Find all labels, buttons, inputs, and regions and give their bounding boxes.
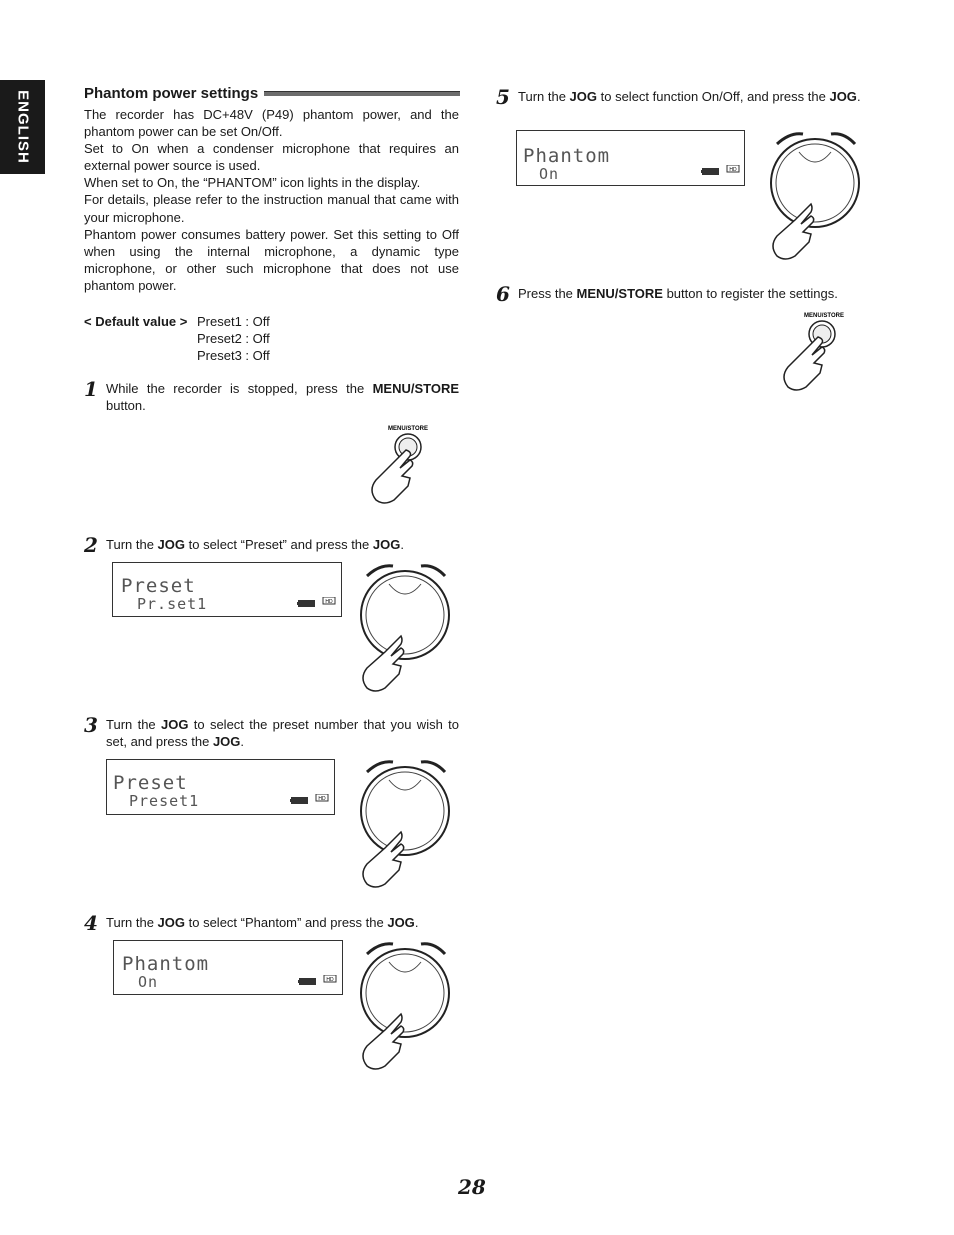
language-tab — [0, 80, 45, 174]
jog-dial-outer — [361, 571, 449, 659]
section-title — [84, 83, 460, 103]
step-number: 1 — [84, 377, 98, 401]
hand-pointer-icon — [363, 636, 404, 691]
jog-dial-inner — [366, 772, 444, 850]
hand-pointer-icon — [363, 1014, 404, 1069]
jog-dial-notch — [389, 584, 421, 594]
hd-badge: HD — [729, 167, 737, 173]
default-label: < Default value > — [84, 314, 188, 329]
section-heading: Phantom power settings — [84, 84, 259, 102]
step-number: 5 — [496, 85, 510, 109]
jog-dial-figure — [355, 756, 455, 891]
default-value: Preset3 : Off — [197, 348, 270, 363]
jog-dial-notch — [389, 780, 421, 790]
hd-badge: HD — [326, 977, 334, 983]
jog-dial-outer — [361, 767, 449, 855]
lcd-line-2: Preset1 — [129, 792, 200, 810]
lcd-line-1: Preset — [113, 772, 188, 794]
jog-dial-inner — [776, 144, 854, 222]
step-2: 2 Turn the JOG to select “Preset” and press the JOG. — [84, 533, 404, 557]
jog-dial-inner — [366, 954, 444, 1032]
hand-pointer-icon — [363, 832, 404, 887]
lcd-display — [112, 562, 342, 617]
step-4: 4 Turn the JOG to select “Phantom” and press the JOG. — [84, 911, 419, 935]
step-number: 3 — [84, 713, 98, 737]
hand-pointer-icon — [372, 450, 413, 503]
step-5: 5 Turn the JOG to select function On/Off, and press the JOG. — [496, 85, 861, 109]
lcd-line-1: Phantom — [523, 145, 611, 167]
battery-icon — [290, 794, 330, 806]
lcd-line-2: Pr.set1 — [137, 595, 208, 613]
lcd-line-1: Phantom — [122, 953, 210, 975]
jog-dial-inner — [366, 576, 444, 654]
button-label: MENU/STORE — [388, 426, 428, 432]
paragraph: When set to On, the “PHANTOM” icon lights in the display. — [84, 175, 421, 191]
hand-pointer-icon — [773, 204, 814, 259]
step-number: 2 — [84, 533, 98, 557]
lcd-display — [106, 759, 335, 815]
hand-pointer-icon — [784, 337, 825, 390]
paragraph: Phantom power consumes battery power. Set this setting to Off when using the internal microphone, a dynamic type microphone, or other such microphone that does not use phantom power. — [84, 226, 459, 293]
page-number: 28 — [458, 1175, 486, 1199]
battery-icon — [298, 975, 338, 987]
lcd-display — [113, 940, 343, 995]
menu-store-button-figure — [362, 420, 452, 510]
jog-dial-outer — [771, 139, 859, 227]
paragraph: For details, please refer to the instruction manual that came with your microphone. — [84, 192, 459, 225]
battery-icon — [297, 597, 337, 609]
rotate-right-arrow-icon — [831, 134, 855, 144]
step-number: 4 — [84, 911, 98, 935]
button-label: MENU/STORE — [804, 313, 844, 319]
default-values — [84, 313, 270, 364]
title-rule — [264, 91, 460, 96]
default-value: Preset1 : Off — [197, 314, 270, 329]
rotate-right-arrow-icon — [421, 566, 445, 576]
language-label: ENGLISH — [14, 90, 31, 164]
step-number: 6 — [496, 282, 510, 306]
lcd-line-2: On — [539, 165, 560, 183]
step-1: 1 While the recorder is stopped, press the MENU/STORE button. — [84, 377, 459, 413]
lcd-line-2: On — [138, 973, 159, 991]
intro-text — [84, 106, 459, 294]
step-3: 3 Turn the JOG to select the preset number that you wish to set, and press the JOG. — [84, 713, 459, 749]
jog-dial-figure — [355, 938, 455, 1073]
battery-icon — [701, 165, 741, 177]
hd-badge: HD — [318, 796, 326, 802]
step-6: 6 Press the MENU/STORE button to register the settings. — [496, 282, 838, 306]
lcd-display — [516, 130, 745, 186]
paragraph: Set to On when a condenser microphone that requires an external power source is used. — [84, 141, 459, 174]
lcd-line-1: Preset — [121, 575, 196, 597]
jog-dial-figure — [355, 560, 455, 695]
jog-dial-outer — [361, 949, 449, 1037]
jog-dial-notch — [799, 152, 831, 162]
rotate-right-arrow-icon — [421, 944, 445, 954]
jog-dial-notch — [389, 962, 421, 972]
rotate-right-arrow-icon — [421, 762, 445, 772]
paragraph: The recorder has DC+48V (P49) phantom power, and the phantom power can be set On/Off. — [84, 107, 459, 140]
jog-dial-figure — [765, 128, 865, 263]
menu-store-button-figure — [774, 307, 864, 397]
default-value: Preset2 : Off — [197, 331, 270, 346]
hd-badge: HD — [325, 599, 333, 605]
